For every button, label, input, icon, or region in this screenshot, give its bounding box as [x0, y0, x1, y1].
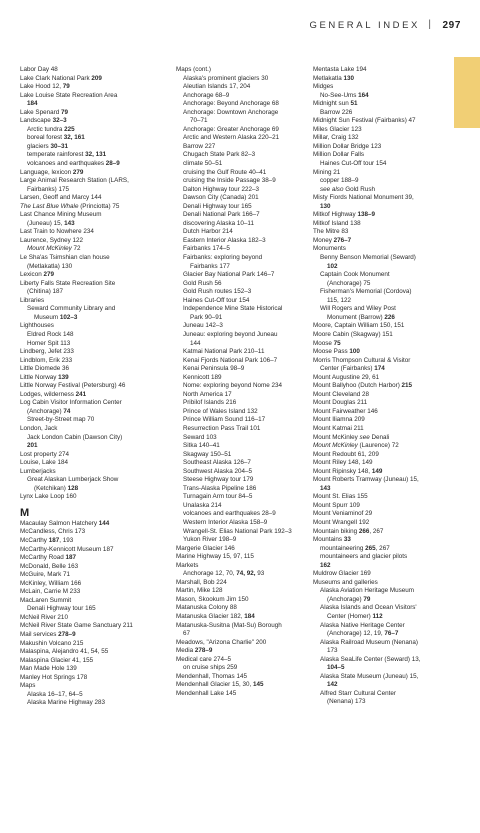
- index-column-3: [313, 66, 441, 707]
- index-entry: Last Train to Nowhere 234: [20, 228, 94, 236]
- index-subentry: Gold Rush routes 152–3: [183, 288, 252, 296]
- index-subentry: Barrow 227: [183, 142, 216, 150]
- index-entry: Mount Ballyhoo (Dutch Harbor) 215: [313, 382, 413, 390]
- index-entry: Little Norway 139: [20, 373, 69, 381]
- index-subentry: Fairbanks) 175: [27, 185, 69, 193]
- index-subentry: Trans-Alaska Pipeline 186: [183, 484, 257, 492]
- index-subentry: Museum 102–3: [34, 313, 78, 321]
- index-entry: Miles Glacier 123: [313, 125, 362, 133]
- index-entry: Mount Augustine 29, 61: [313, 373, 380, 381]
- index-subentry: copper 188–9: [320, 177, 359, 185]
- index-entry: Mitkof Highway 138–9: [313, 211, 375, 219]
- index-entry: Mount Iliamna 209: [313, 416, 365, 424]
- index-entry: McCarthy Road 187: [20, 554, 77, 562]
- index-entry: Macaulay Salmon Hatchery 144: [20, 519, 110, 527]
- index-subentry: (Chitina) 187: [27, 288, 64, 296]
- index-entry: Mentasta Lake 194: [313, 66, 367, 73]
- index-subentry: boreal forest 32, 161: [27, 134, 85, 142]
- index-subentry: discovering Alaska 10–11: [183, 219, 254, 227]
- index-entry: Lumberjacks: [20, 467, 56, 475]
- index-entry: Lindblom, Erik 233: [20, 356, 73, 364]
- index-entry: Little Diomede 36: [20, 365, 70, 373]
- index-subentry: Center (Fairbanks) 174: [320, 365, 385, 373]
- index-subentry: 201: [27, 442, 38, 450]
- running-header: [0, 20, 480, 34]
- index-subentry: 173: [327, 647, 338, 655]
- index-entry: Mount Riley 148, 149: [313, 459, 373, 467]
- index-entry: The Mitre 83: [313, 228, 349, 236]
- index-entry: Mount Fairweather 146: [313, 407, 378, 415]
- index-subentry: 130: [320, 202, 331, 210]
- index-entry: Mount Spurr 109: [313, 501, 360, 509]
- index-subentry: Skagway 150–51: [183, 450, 232, 458]
- index-entry: Labor Day 48: [20, 66, 58, 73]
- index-subentry: Independence Mine State Historical: [183, 305, 283, 313]
- index-subentry: Fairbanks 177: [190, 262, 230, 270]
- index-entry: Libraries: [20, 296, 45, 304]
- index-subentry: Alaska SeaLife Center (Seward) 13,: [320, 655, 421, 663]
- index-entry: Man Made Hole 139: [20, 665, 77, 673]
- index-subentry: (Nenana) 173: [327, 698, 366, 706]
- index-subentry: Denali Highway tour 165: [27, 605, 96, 613]
- index-subentry: Steese Highway tour 179: [183, 476, 254, 484]
- running-title: GENERAL INDEX: [309, 20, 420, 31]
- index-entry: Lake Spenard 79: [20, 108, 68, 116]
- index-subentry: Anchorage 12, 70, 74, 92, 93: [183, 570, 265, 578]
- index-subentry: Glacier Bay National Park 146–7: [183, 271, 275, 279]
- index-entry: Moose 75: [313, 339, 341, 347]
- index-entry: Mason, Skookum Jim 150: [176, 595, 249, 603]
- index-subentry: Fairbanks: exploring beyond: [183, 254, 263, 262]
- index-subentry: Chugach State Park 82–3: [183, 151, 256, 159]
- index-entry: Mount Ripinsky 148, 149: [313, 467, 383, 475]
- index-entry: Last Chance Mining Museum: [20, 211, 102, 219]
- index-entry: Little Norway Festival (Petersburg) 46: [20, 382, 126, 390]
- index-subentry: Center (Homer) 112: [327, 613, 383, 620]
- index-subentry: Dalton Highway tour 222–3: [183, 185, 259, 193]
- index-subentry: Prince William Sound 116–17: [183, 416, 266, 424]
- index-subentry: Pribilof Islands 216: [183, 399, 237, 407]
- index-entry: Lake Louise State Recreation Area: [20, 91, 118, 99]
- index-subentry: 144: [190, 339, 201, 347]
- index-subentry: temperate rainforest 32, 131: [27, 151, 107, 159]
- index-entry: Monuments: [313, 245, 346, 253]
- index-subentry: climate 50–51: [183, 160, 223, 168]
- index-subentry: Southeast Alaska 126–7: [183, 459, 251, 467]
- index-entry: Midges: [313, 83, 334, 91]
- index-entry: Mount McKinley (Laurence) 72: [313, 442, 399, 450]
- index-subentry: 102: [327, 262, 338, 270]
- index-entry: Medical care 274–5: [176, 655, 231, 663]
- index-subentry: Captain Cook Monument: [320, 271, 390, 279]
- index-entry: Mining 21: [313, 168, 341, 176]
- index-column-2: [176, 66, 304, 698]
- index-entry: Money 276–7: [313, 236, 352, 244]
- index-subentry: Alaska Aviation Heritage Museum: [320, 587, 415, 595]
- index-subentry: Alaska State Museum (Juneau) 15,: [320, 672, 419, 680]
- index-entry: Lindberg, Jefet 233: [20, 348, 74, 356]
- index-entry: Lost property 274: [20, 450, 70, 458]
- index-subentry: (Juneau) 15, 143: [27, 219, 75, 227]
- index-subentry: Jack London Cabin (Dawson City): [27, 433, 123, 441]
- index-entry: McCandless, Chris 173: [20, 528, 86, 536]
- index-entry: Mountain biking 266, 267: [313, 527, 384, 535]
- index-entry: Moose Pass 100: [313, 348, 360, 356]
- index-subentry: Alaska's prominent glaciers 30: [183, 74, 269, 82]
- index-entry: Mount Wrangell 192: [313, 518, 370, 526]
- index-subentry: Eastern Interior Alaska 182–3: [183, 236, 266, 244]
- index-subentry: Seward 103: [183, 433, 217, 441]
- index-subentry: Haines Cut-Off tour 154: [320, 160, 387, 168]
- page-number: 297: [442, 20, 461, 31]
- index-entry: Malaspina, Alejandro 41, 54, 55: [20, 648, 109, 656]
- section-tab-marker: [454, 57, 480, 128]
- index-entry: Maps: [20, 682, 36, 690]
- index-entry: Mount Cleveland 28: [313, 390, 370, 398]
- index-entry: Misty Fiords National Monument 39,: [313, 194, 414, 202]
- index-subentry: mountaineers and glacier pilots: [320, 553, 408, 561]
- title-separator: |: [428, 19, 431, 30]
- index-subentry: on cruise ships 259: [183, 664, 238, 672]
- index-entry: Mountains 33: [313, 536, 351, 544]
- index-subentry: Juneau 142–3: [183, 322, 223, 330]
- index-subentry: (Anchorage) 79: [327, 595, 371, 603]
- index-subentry: 162: [320, 561, 331, 569]
- index-subentry: Dawson City (Canada) 201: [183, 194, 259, 202]
- index-entry: Muldrow Glacier 169: [313, 570, 371, 578]
- index-entry: Liberty Falls State Recreation Site: [20, 279, 116, 287]
- index-entry: Mount Roberts Tramway (Juneau) 15,: [313, 476, 419, 484]
- index-entry: Mount McKinley see Denali: [313, 433, 390, 441]
- index-subentry: No-See-Ums 164: [320, 91, 369, 99]
- index-entry: Mail services 278–9: [20, 631, 76, 638]
- index-subentry: Fairbanks 174–5: [183, 245, 230, 253]
- index-entry: Million Dollar Falls: [313, 151, 365, 159]
- index-subentry: Alaska 16–17, 64–5: [27, 690, 83, 698]
- index-subentry: (Metlakatla) 130: [27, 262, 73, 270]
- index-subentry: Street-by-Street map 70: [27, 416, 95, 424]
- index-entry: Le Sha'as Tsimshian clan house: [20, 254, 110, 262]
- index-subentry: Yukon River 198–9: [183, 536, 237, 544]
- index-subentry: Katmai National Park 210–11: [183, 348, 265, 356]
- index-subentry: 184: [27, 100, 38, 108]
- index-subentry: Turnagain Arm tour 84–5: [183, 493, 253, 501]
- index-entry: Mount Veniaminof 29: [313, 510, 373, 518]
- index-subentry: 142: [327, 681, 338, 689]
- index-subentry: Seward Community Library and: [27, 305, 116, 313]
- index-subentry: Fisherman's Memorial (Cordova): [320, 288, 412, 296]
- index-entry: Museums and galleries: [313, 578, 378, 586]
- index-entry: Lynx Lake Loop 160: [20, 493, 77, 501]
- index-subentry: Great Alaskan Lumberjack Show: [27, 476, 119, 484]
- index-subentry: Gold Rush 56: [183, 279, 222, 287]
- index-entry: Manley Hot Springs 178: [20, 673, 88, 681]
- index-subentry: Mount McKinley 72: [27, 245, 81, 253]
- index-entry: McGuire, Mark 71: [20, 571, 71, 579]
- index-entry: Margerie Glacier 146: [176, 544, 235, 552]
- index-entry: McNeil River 210: [20, 613, 68, 621]
- index-entry: Larsen, Geoff and Marcy 144: [20, 194, 102, 202]
- index-entry: Log Cabin Visitor Information Center: [20, 399, 122, 407]
- index-entry: Martin, Mike 128: [176, 587, 223, 595]
- index-subentry: Arctic and Western Alaska 220–21: [183, 134, 280, 142]
- index-subentry: volcanoes and earthquakes 28–9: [27, 160, 120, 168]
- index-entry: Malaspina Glacier 41, 155: [20, 656, 94, 664]
- index-entry: Lodges, wilderness 241: [20, 390, 87, 398]
- index-entry: Makushin Volcano 215: [20, 639, 84, 647]
- index-subentry: Monument (Barrow) 226: [327, 313, 395, 321]
- index-subentry: Will Rogers and Wiley Post: [320, 305, 396, 313]
- index-entry: McNeil River State Game Sanctuary 211: [20, 622, 133, 630]
- index-entry: Matanuska Glacier 182, 184: [176, 613, 255, 620]
- index-subentry: glaciers 30–31: [27, 142, 68, 150]
- index-entry: Markets: [176, 561, 199, 569]
- index-subentry: Kenai Peninsula 98–9: [183, 365, 245, 373]
- index-subentry: mountaineering 265, 267: [320, 544, 390, 552]
- index-entry: London, Jack: [20, 424, 58, 432]
- index-subentry: Sitka 140–41: [183, 442, 220, 450]
- index-entry: Landscape 32–3: [20, 117, 67, 125]
- index-entry: Large Animal Research Station (LARS,: [20, 177, 129, 185]
- index-subentry: Southwest Alaska 204–5: [183, 467, 252, 475]
- index-entry: Marine Highway 15, 97, 115: [176, 553, 254, 561]
- index-entry: The Last Blue Whale (Princiotta) 75: [20, 202, 120, 210]
- index-subentry: Arctic tundra 225: [27, 125, 75, 133]
- index-subentry: Haines Cut-Off tour 154: [183, 296, 250, 304]
- index-subentry: Dutch Harbor 214: [183, 228, 233, 236]
- index-subentry: Homer Spit 113: [27, 339, 71, 347]
- index-subentry: Prince of Wales Island 132: [183, 407, 258, 415]
- index-entry: Media 278–9: [176, 647, 213, 655]
- index-subentry: Benny Benson Memorial (Seward): [320, 254, 416, 262]
- index-entry: MacLaren Summit: [20, 596, 72, 604]
- index-subentry: Kenai Fjords National Park 106–7: [183, 356, 278, 364]
- index-entry: Moore Cabin (Skagway) 151: [313, 330, 393, 338]
- index-subentry: Unalaska 214: [183, 501, 222, 509]
- index-subentry: Anchorage 68–9: [183, 91, 230, 99]
- index-entry: Mitkof Island 138: [313, 219, 361, 227]
- index-subentry: Resurrection Pass Trail 101: [183, 424, 261, 432]
- index-subentry: Denali Highway tour 165: [183, 202, 252, 210]
- index-subentry: Nome: exploring beyond Nome 234: [183, 382, 283, 390]
- index-subentry: 70–71: [190, 117, 208, 125]
- index-entry: Lexicon 279: [20, 271, 54, 279]
- index-subentry: cruising the Gulf Route 40–41: [183, 168, 267, 176]
- index-entry: Mendenhall, Thomas 145: [176, 672, 247, 680]
- index-entry: Matanuska-Susitna (Mat-Su) Borough: [176, 621, 282, 629]
- index-entry: Midnight sun 51: [313, 100, 358, 108]
- index-subentry: Alaska Native Heritage Center: [320, 621, 405, 629]
- index-entry: Mount Redoubt 61, 209: [313, 450, 379, 458]
- index-subentry: (Anchorage) 12, 19, 76–7: [327, 630, 399, 638]
- index-entry: Mount St. Elias 155: [313, 493, 368, 501]
- index-entry: McCarthy-Kennicott Museum 187: [20, 545, 114, 553]
- index-entry: Moore, Captain William 150, 151: [313, 322, 405, 330]
- index-entry: Maps (cont.): [176, 66, 211, 73]
- index-subentry: volcanoes and earthquakes 28–9: [183, 510, 276, 518]
- index-entry: Language, lexicon 279: [20, 168, 84, 176]
- index-subentry: cruising the Inside Passage 38–9: [183, 177, 276, 185]
- index-subentry: (Ketchikan) 128: [34, 484, 79, 492]
- index-entry: Marshall, Bob 224: [176, 578, 227, 586]
- index-subentry: Aleutian Islands 17, 204: [183, 83, 251, 91]
- index-entry: McCarthy 187, 193: [20, 536, 74, 544]
- index-subentry: 143: [320, 484, 331, 492]
- index-entry: McDonald, Belle 163: [20, 562, 79, 570]
- index-entry: Midnight Sun Festival (Fairbanks) 47: [313, 117, 416, 125]
- index-subentry: 115, 122: [327, 296, 352, 304]
- index-subentry: Anchorage: Greater Anchorage 69: [183, 125, 279, 133]
- index-entry: Morris Thompson Cultural & Visitor: [313, 356, 411, 364]
- index-subentry: Alaska Marine Highway 283: [27, 699, 106, 707]
- index-column-1: [20, 66, 148, 708]
- index-entry: Metlakatla 130: [313, 74, 354, 82]
- index-entry: Lake Hood 12, 79: [20, 83, 70, 91]
- index-entry: Mount Douglas 211: [313, 399, 368, 407]
- index-entry: Laurence, Sydney 122: [20, 236, 84, 244]
- index-entry: McLain, Carrie M 233: [20, 588, 81, 596]
- index-entry: McKinley, William 166: [20, 579, 82, 587]
- index-subentry: North America 17: [183, 390, 232, 398]
- index-subentry: 104–5: [327, 664, 345, 672]
- index-entry: Meadows, "Arizona Charlie" 200: [176, 638, 267, 646]
- index-subentry: Eldred Rock 148: [27, 330, 74, 338]
- index-subentry: Park 90–91: [190, 313, 223, 321]
- index-subentry: see also Gold Rush: [320, 185, 375, 193]
- index-subentry: Alaska Islands and Ocean Visitors': [320, 604, 417, 612]
- index-subentry: Alfred Starr Cultural Center: [320, 689, 396, 697]
- index-subentry: Anchorage: Beyond Anchorage 68: [183, 100, 279, 108]
- index-entry: Louise, Lake 184: [20, 459, 68, 467]
- index-entry: Lighthouses: [20, 322, 54, 330]
- index-entry: Mendenhall Glacier 15, 30, 145: [176, 681, 264, 689]
- index-subentry: Alaska Railroad Museum (Nenana): [320, 638, 418, 646]
- index-entry: Mendenhall Lake 145: [176, 689, 237, 697]
- index-subentry: Anchorage: Downtown Anchorage: [183, 108, 279, 116]
- index-subentry: Barrow 226: [320, 108, 353, 116]
- index-subentry: (Anchorage) 74: [27, 407, 71, 415]
- index-subentry: 67: [183, 630, 191, 638]
- index-entry: Lake Clark National Park 209: [20, 74, 102, 82]
- index-subentry: Wrangell-St. Elias National Park 192–3: [183, 527, 292, 535]
- index-section-letter: M: [20, 506, 30, 519]
- index-subentry: Western Interior Alaska 158–9: [183, 518, 268, 526]
- index-subentry: (Anchorage) 75: [327, 279, 371, 287]
- index-subentry: Denali National Park 166–7: [183, 211, 260, 219]
- index-subentry: Kennicott 189: [183, 373, 222, 381]
- index-entry: Matanuska Colony 88: [176, 604, 237, 612]
- index-entry: Mount Katmai 211: [313, 424, 364, 432]
- index-entry: Million Dollar Bridge 123: [313, 142, 382, 150]
- index-subentry: Juneau: exploring beyond Juneau: [183, 330, 278, 338]
- index-entry: Millar, Craig 132: [313, 134, 359, 142]
